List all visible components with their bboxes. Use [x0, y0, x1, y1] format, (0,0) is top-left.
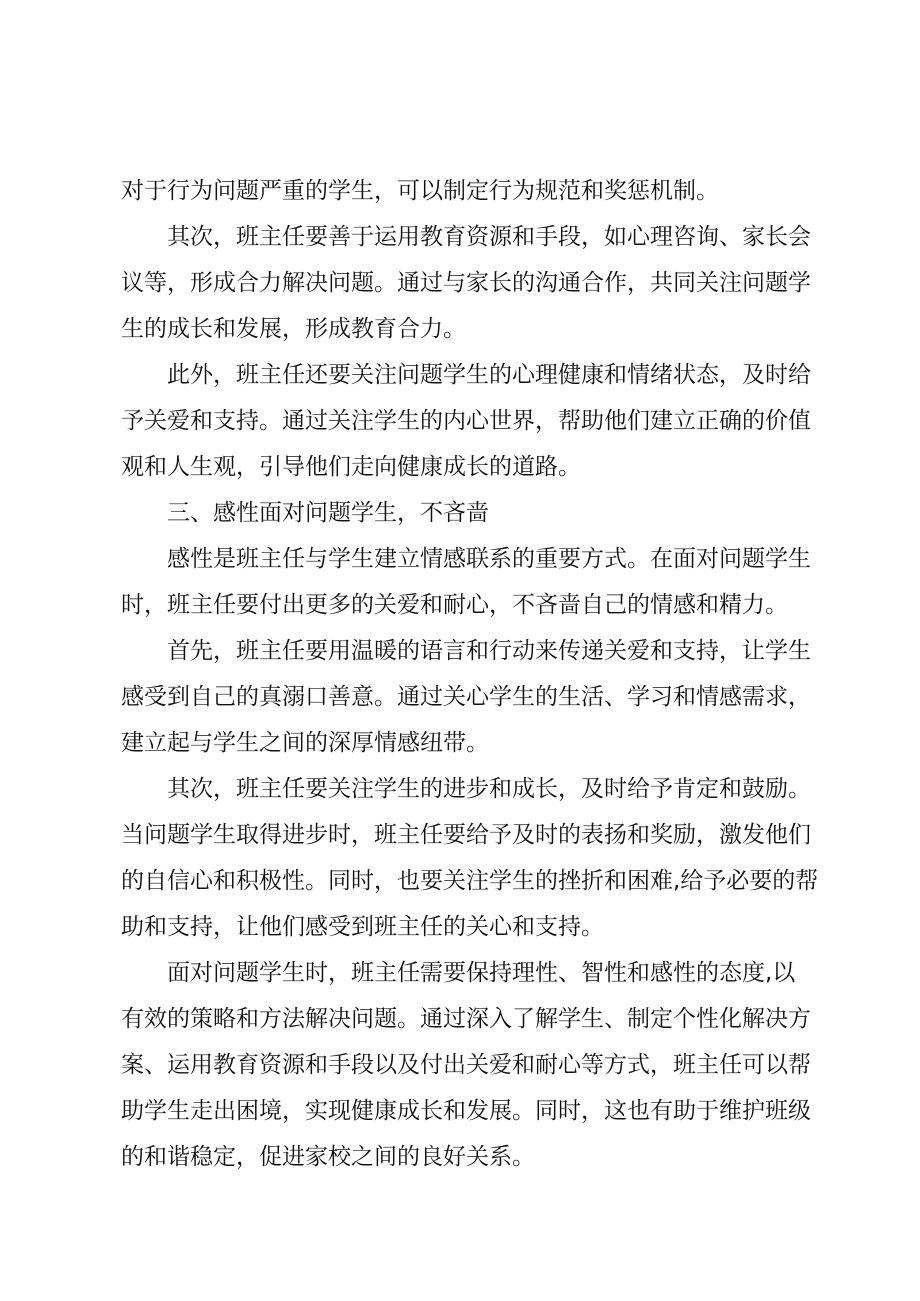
text-line: 感受到自己的真溺口善意。通过关心学生的生活、学习和情感需求，: [121, 684, 811, 710]
text-line: 有效的策略和方法解决问题。通过深入了解学生、制定个性化解决方: [121, 1006, 811, 1032]
text-line: 的自信心和积极性。同时，也要关注学生的挫折和困难,给予必要的帮: [121, 868, 819, 894]
text-line: 首先，班主任要用温暖的语言和行动来传递关爱和支持，让学生: [167, 638, 811, 664]
text-line: 予关爱和支持。通过关注学生的内心世界，帮助他们建立正确的价值: [121, 408, 811, 434]
text-line: 感性是班主任与学生建立情感联系的重要方式。在面对问题学生: [167, 546, 811, 572]
text-line: 助和支持，让他们感受到班主任的关心和支持。: [121, 914, 604, 940]
text-line: 时，班主任要付出更多的关爱和耐心，不吝啬自己的情感和精力。: [121, 592, 788, 618]
text-line: 生的成长和发展，形成教育合力。: [121, 316, 466, 342]
text-line: 建立起与学生之间的深厚情感纽带。: [121, 730, 489, 756]
text-line: 其次，班主任要善于运用教育资源和手段，如心理咨询、家长会: [167, 224, 811, 250]
text-line: 助学生走出困境，实现健康成长和发展。同时，这也有助于维护班级: [121, 1098, 811, 1124]
section-heading: 三、感性面对问题学生，不吝啬: [167, 500, 489, 526]
text-line: 的和谐稳定，促进家校之间的良好关系。: [121, 1144, 535, 1170]
text-line: 案、运用教育资源和手段以及付出关爱和耐心等方式，班主任可以帮: [121, 1052, 811, 1078]
document-body: [121, 168, 819, 1180]
text-line: 对于行为问题严重的学生，可以制定行为规范和奖惩机制。: [121, 178, 719, 204]
text-line: 此外，班主任还要关注问题学生的心理健康和情绪状态，及时给: [167, 362, 811, 388]
text-line: 其次，班主任要关注学生的进步和成长，及时给予肯定和鼓励。: [167, 776, 811, 802]
text-line: 观和人生观，引导他们走向健康成长的道路。: [121, 454, 581, 480]
text-line: 面对问题学生时，班主任需要保持理性、智性和感性的态度,以: [167, 960, 796, 986]
text-line: 当问题学生取得进步时，班主任要给予及时的表扬和奖励，激发他们: [121, 822, 811, 848]
text-line: 议等，形成合力解决问题。通过与家长的沟通合作，共同关注问题学: [121, 270, 811, 296]
